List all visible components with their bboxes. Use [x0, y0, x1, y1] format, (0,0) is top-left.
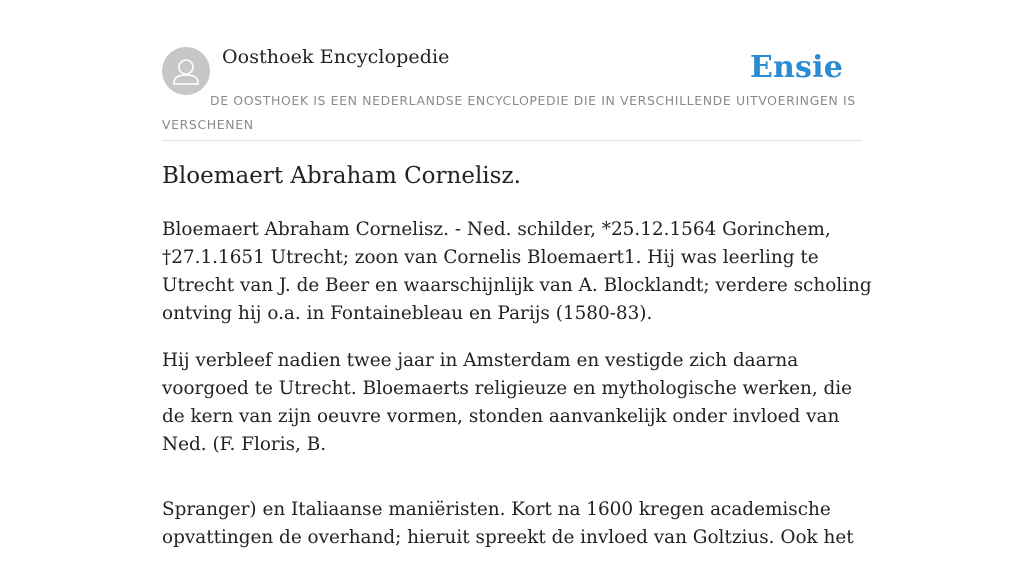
page-container	[162, 0, 872, 548]
site-name[interactable]: Oosthoek Encyclopedie	[222, 46, 450, 68]
article-body	[162, 216, 872, 571]
header	[162, 0, 862, 141]
site-tagline: DE OOSTHOEK IS EEN NEDERLANDSE ENCYCLOPEDIE DIE IN VERSCHILLENDE UITVOERINGEN IS VERSCHENEN	[162, 93, 856, 132]
user-icon	[162, 47, 210, 95]
page-title: Bloemaert Abraham Cornelisz.	[162, 163, 521, 189]
paragraph: Hij verbleef nadien twee jaar in Amsterdam en vestigde zich daarna voorgoed te Utrecht. Bloemaerts religieuze en mythologische werken, die de kern van zijn oeuvre vormen, stonden aanvankelijk onder invloed van Ned. (F. Floris, B.	[162, 350, 853, 455]
brand-logo[interactable]: Ensie	[749, 50, 843, 85]
avatar[interactable]	[162, 47, 210, 95]
paragraph: Spranger) en Italiaanse maniëristen. Kort na 1600 kregen academische opvattingen de overhand; hieruit spreekt de invloed van Goltzius. Ook het	[162, 499, 854, 548]
paragraph: Bloemaert Abraham Cornelisz. - Ned. schilder, *25.12.1564 Gorinchem, †27.1.1651 Utrecht; zoon van Cornelis Bloemaert1. Hij was leerling te Utrecht van J. de Beer en waarschijnlijk van A. Blocklandt; verdere scholing ontving hij o.a. in Fontainebleau en Parijs (1580-83).	[162, 219, 872, 324]
